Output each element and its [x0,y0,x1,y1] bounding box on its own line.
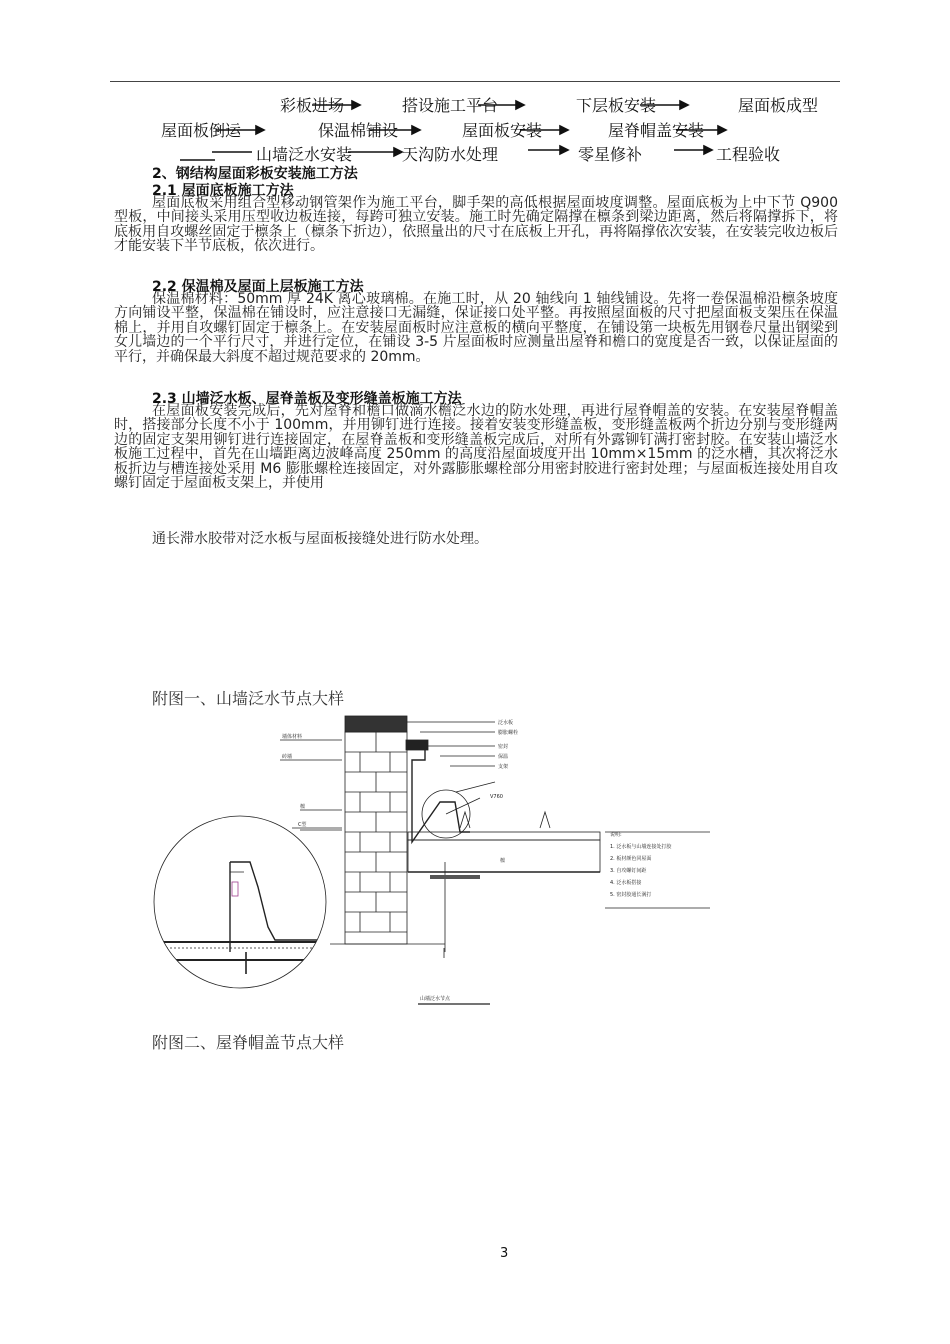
flow-step: 搭设施工平台 [402,96,499,115]
drawing-label: 泛水板 [498,720,514,726]
drawing-label: 山墙泛水节点 [420,996,451,1002]
flow-step: 零星修补 [578,145,643,164]
flow-step: 屋面板成型 [738,96,819,115]
flow-step: 屋面板倒运 [161,121,242,140]
flow-step: 屋脊帽盖安装 [608,121,705,140]
drawing-label: 支架 [498,764,509,770]
flow-step: 山墙泛水安装 [256,145,353,164]
drawing-label: 5. 密封胶通长满打 [610,892,652,898]
drawing-label: 1. 泛水板与山墙连接处打胶 [610,844,672,850]
flow-step: 彩板进场 [280,96,345,115]
panel-type-label: V760 [490,794,503,800]
page-number: 3 [500,1246,509,1261]
flow-step: 屋面板安装 [462,121,543,140]
subsection-title: 2.2 保温棉及屋面上层板施工方法 [152,279,364,295]
gable-flashing-detail-drawing [150,712,710,1012]
drawing-label: 墙体材料 [282,734,303,740]
flow-step: 保温棉铺设 [318,121,399,140]
drawing-label: 檩 [500,858,506,864]
drawing-label: 密封 [498,744,509,750]
drawing-label: C型 [298,822,307,828]
drawing-label: 2. 板材颜色同屋面 [610,856,652,862]
paragraph: 通长滞水胶带对泛水板与屋面板接缝处进行防水处理。 [152,531,488,547]
drawing-label: 膨胀螺栓 [498,730,519,736]
drawing-label: 说明: [610,832,622,838]
paragraph: 屋面底板采用组合型移动钢管架作为施工平台，脚手架的高低根据屋面坡度调整。屋面底板为上中下节 Q900 型板，中间接头采用压型收边板连接，每跨可独立安装。施工时先确定隔撑在檩条到梁边距离，然后将隔撑拆下，将底板用自攻螺丝固定于檩条上（檩条下折边），依照量出的尺寸在底板上开孔，再将隔撑依次安装，在安装完收边板后才能安装下半节底板，依次进行。 [114,195,838,255]
flow-arrows [0,0,950,170]
drawing-label: 檩 [300,804,306,810]
flow-step: 天沟防水处理 [402,145,499,164]
paragraph: 保温棉材料：50mm 厚 24K 离心玻璃棉。在施工时，从 20 轴线向 1 轴线铺设。先将一卷保温棉沿檩条坡度方向铺设平整，保温棉在铺设时，应注意接口无漏缝，保证接口处平整。再按照屋面板的尺寸把屋面板支架压在保温棉上，并用自攻螺钉固定于檩条上。在安装屋面板时应注意板的横向平整度，在铺设第一块板先用钢卷尺量出钢梁到女儿墙边的一个平行尺寸，并进行定位，在铺设 3-5 片屋面板时应测量出屋脊和檐口的宽度是否一致，以保证屋面的平行，并确保最大斜度不超过规范要求的 20mm。 [114,291,838,365]
figure-caption: 附图二、屋脊帽盖节点大样 [152,1033,345,1052]
figure-caption: 附图一、山墙泛水节点大样 [152,689,345,708]
drawing-label: 4. 泛水板搭接 [610,880,642,886]
drawing-label: 3. 自攻螺钉间距 [610,868,647,874]
flow-step: 工程验收 [716,145,781,164]
flow-step: 下层板安装 [576,96,657,115]
paragraph: 在屋面板安装完成后，先对屋脊和檐口做滴水檐泛水边的防水处理，再进行屋脊帽盖的安装。在安装屋脊帽盖时，搭接部分长度不小于 100mm，并用铆钉进行连接。接着安装变形缝盖板，变形缝盖板两个折边分别与变形缝两边的固定支架用铆钉进行连接固定，在屋脊盖板和变形缝盖板完成后，对所有外露铆钉满打密封胶。在安装山墙泛水板施工过程中，首先在山墙距离边波峰高度 250mm 的高度沿屋面坡度开出 10mm×15mm 的泛水槽，其次将泛水板折边与槽连接处采用 M6 膨胀螺栓连接固定，对外露膨胀螺栓部分用密封胶进行密封处理；与屋面板连接处用自攻螺钉固定于屋面板支架上，并使用 [114,403,838,492]
section-title: 2、钢结构屋面彩板安装施工方法 [152,166,358,182]
subsection-title: 2.1 屋面底板施工方法 [152,183,294,199]
drawing-label: 保温 [498,754,509,760]
drawing-label: 砖墙 [282,754,293,760]
subsection-title: 2.3 山墙泛水板、屋脊盖板及变形缝盖板施工方法 [152,391,462,407]
